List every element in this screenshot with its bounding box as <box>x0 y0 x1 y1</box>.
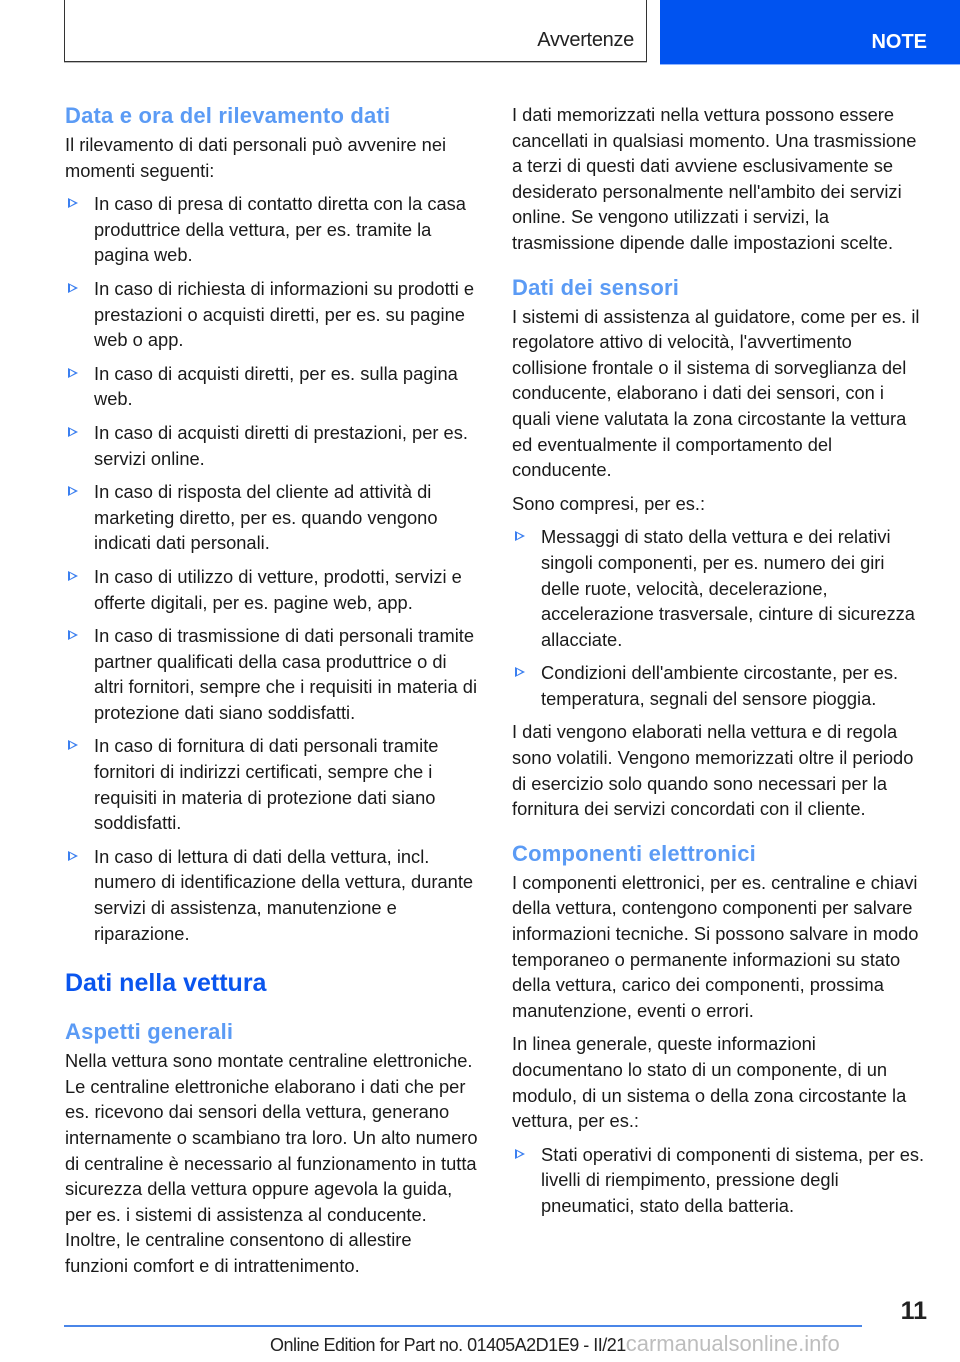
list-item-text: Condizioni dell'ambiente circostante, per es. temperatura, segnali del sensore pioggia. <box>541 662 899 709</box>
list-item <box>65 361 479 412</box>
triangle-bullet-icon <box>68 427 78 437</box>
triangle-bullet-icon <box>515 667 525 677</box>
list-item-text: In caso di utilizzo di vetture, prodotti, servizi e offerte digitali, per es. pagine web, app. <box>94 565 462 613</box>
paragraph: I sistemi di assistenza al guidatore, come per es. il regolatore attivo di velocità, l'avvertimento collisione frontale o il sistema di sorveglianza del conducente, elaborano i dati dei sensori, con i quali viene valutata la zona circostante la vettura ed eventualmente il comportamento del conducente. <box>512 305 920 481</box>
list-item <box>65 276 479 353</box>
list-item <box>65 420 479 471</box>
list-item <box>65 623 479 725</box>
header-tab-label: NOTE <box>871 31 927 53</box>
paragraph: In linea generale, queste informazioni documentano lo stato di un componente, di un modulo, di un sistema o della zona circostante la vettura, per es.: <box>512 1033 907 1132</box>
paragraph: Sono compresi, per es.: <box>512 492 706 514</box>
footer-divider <box>64 1325 862 1327</box>
page-number: 11 <box>900 1297 927 1325</box>
section-heading-dati-vettura: Dati nella vettura <box>65 969 267 998</box>
list-item-text: In caso di presa di contatto diretta con la casa produttrice della vettura, per es. tramite la pagina web. <box>94 193 466 266</box>
list-item-text: Messaggi di stato della vettura e dei relativi singoli componenti, per es. numero dei giri delle ruote, velocità, decelerazione, accelerazione trasversale, cinture di sicurezza allacciate. <box>541 526 915 650</box>
bullet-list <box>512 1142 926 1219</box>
list-item <box>512 660 926 711</box>
paragraph: I dati memorizzati nella vettura possono essere cancellati in qualsiasi momento. Una trasmissione a terzi di questi dati avviene esclusivamente se desiderato personalmente nell'ambito dei servizi online. Se vengono utilizzati i servizi, la trasmissione dipende dalle impostazioni scelte. <box>512 104 917 253</box>
list-item-text: In caso di fornitura di dati personali tramite fornitori di indirizzi certificati, sempre che i requisiti in materia di protezione dati siano soddisfatti. <box>94 735 439 834</box>
right-column <box>512 102 926 1227</box>
list-item-text: In caso di richiesta di informazioni su prodotti e prestazioni o acquisti diretti, per es. su pagine web o app. <box>94 277 475 351</box>
list-item <box>512 524 926 652</box>
list-item <box>65 479 479 556</box>
list-item <box>65 564 479 615</box>
list-item <box>65 733 479 835</box>
subheading-aspetti-generali: Aspetti generali <box>65 1019 234 1045</box>
header-section-title: Avvertenze <box>537 29 634 51</box>
triangle-bullet-icon <box>68 368 78 378</box>
list-item <box>512 1142 926 1219</box>
triangle-bullet-icon <box>515 531 525 541</box>
list-item-text: In caso di lettura di dati della vettura, incl. numero di identificazione della vettura, durante servizi di assistenza, manutenzione e riparazione. <box>94 845 474 944</box>
section-heading-componenti-elettronici: Componenti elettronici <box>512 840 756 866</box>
paragraph: I dati vengono elaborati nella vettura e di regola sono volatili. Vengono memorizzati oltre il periodo di esercizio solo quando sono necessari per la fornitura dei servizi concordati con il cliente. <box>512 721 914 820</box>
paragraph: Nella vettura sono montate centraline elettroniche. Le centraline elettroniche elaborano i dati che per es. ricevono dai sensori della vettura, generano internamente o scambiano tra loro. Un alto numero di centraline è necessario al funzionamento in tutta sicurezza della vettura oppure agevola la guida, per es. i sistemi di assistenza al conducente. Inoltre, le centraline consentono di allestire funzioni comfort e di intrattenimento. <box>65 1050 478 1276</box>
paragraph: Il rilevamento di dati personali può avvenire nei momenti seguenti: <box>65 134 447 181</box>
triangle-bullet-icon <box>68 630 78 640</box>
triangle-bullet-icon <box>68 851 78 861</box>
triangle-bullet-icon <box>68 198 78 208</box>
list-item-text: In caso di trasmissione di dati personali tramite partner qualificati della casa produttrice o di altri fornitori, sempre che i requisiti in materia di protezione dati siano soddisfatti. <box>94 625 478 723</box>
header-section-box <box>64 0 647 62</box>
list-item-text: Stati operativi di componenti di sistema, per es. livelli di riempimento, pressione degli pneumatici, stato della batteria. <box>541 1143 925 1216</box>
footer-watermark: carmanualsonline.info <box>625 1331 840 1356</box>
header-tab-note[interactable] <box>660 0 960 65</box>
paragraph: I componenti elettronici, per es. centraline e chiavi della vettura, contengono componenti per salvare informazioni tecniche. Si possono salvare in modo temporaneo o permanente informazioni su stato della vettura, carico dei componenti, prossima manutenzione, eventi o errori. <box>512 871 919 1021</box>
triangle-bullet-icon <box>515 1149 525 1159</box>
triangle-bullet-icon <box>68 740 78 750</box>
footer <box>270 1331 840 1357</box>
bullet-list <box>65 191 479 946</box>
triangle-bullet-icon <box>68 283 78 293</box>
list-item-text: In caso di acquisti diretti di prestazioni, per es. servizi online. <box>94 421 468 469</box>
footer-edition: Online Edition for Part no. 01405A2D1E9 - II/21 <box>270 1335 626 1355</box>
list-item-text: In caso di risposta del cliente ad attività di marketing diretto, per es. quando vengono indicati dati personali. <box>94 481 438 554</box>
section-heading-dati-sensori: Dati dei sensori <box>512 274 680 300</box>
list-item <box>65 191 479 268</box>
list-item-text: In caso di acquisti diretti, per es. sulla pagina web. <box>94 362 458 410</box>
bullet-list <box>512 524 926 711</box>
section-heading-data-ora: Data e ora del rilevamento dati <box>65 103 391 128</box>
left-column <box>65 102 479 1287</box>
list-item <box>65 844 479 946</box>
triangle-bullet-icon <box>68 486 78 496</box>
triangle-bullet-icon <box>68 571 78 581</box>
